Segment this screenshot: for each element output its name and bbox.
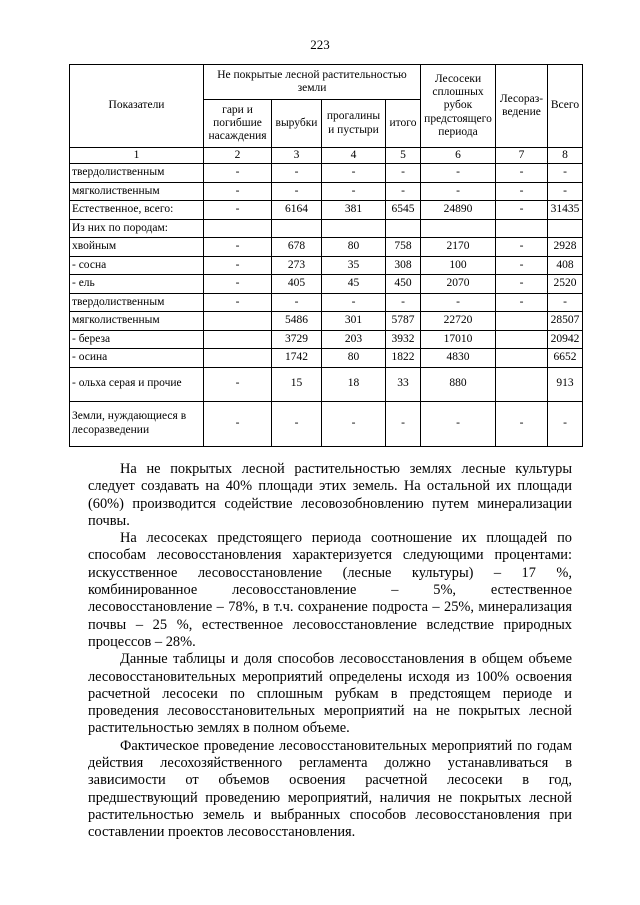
table-cell: 381 xyxy=(322,201,386,220)
table-cell: - xyxy=(421,182,496,201)
table-cell: - xyxy=(421,293,496,312)
row-label: - ель xyxy=(70,275,204,294)
header-total: итого xyxy=(386,100,421,148)
table-row xyxy=(70,238,583,257)
header-reforestation: Лесораз-ведение xyxy=(496,65,548,148)
table-cell xyxy=(496,312,548,331)
table-cell: 22720 xyxy=(421,312,496,331)
header-cutting-areas: Лесосеки сплошных рубок предстоящего периода xyxy=(421,65,496,148)
table-cell: 6164 xyxy=(272,201,322,220)
table-cell: - xyxy=(204,293,272,312)
table-cell: - xyxy=(548,401,583,446)
table-cell: 24890 xyxy=(421,201,496,220)
page-number: 223 xyxy=(310,37,330,52)
table-cell: 408 xyxy=(548,256,583,275)
table-row xyxy=(70,164,583,183)
table-cell: 80 xyxy=(322,349,386,368)
table-cell: - xyxy=(204,164,272,183)
header-glades: прогалины и пустыри xyxy=(322,100,386,148)
table-row xyxy=(70,330,583,349)
table-cell: - xyxy=(204,201,272,220)
table-cell: 5486 xyxy=(272,312,322,331)
table-cell: 33 xyxy=(386,367,421,401)
table-cell: - xyxy=(496,164,548,183)
header-grand-total: Всего xyxy=(548,65,583,148)
table-cell: - xyxy=(496,401,548,446)
table-cell xyxy=(204,349,272,368)
table-cell: 6545 xyxy=(386,201,421,220)
table-cell: 273 xyxy=(272,256,322,275)
table-cell: 45 xyxy=(322,275,386,294)
table-cell xyxy=(548,219,583,238)
table-row xyxy=(70,293,583,312)
table-cell: 100 xyxy=(421,256,496,275)
table-cell: - xyxy=(322,182,386,201)
row-label: твердолиственным xyxy=(70,293,204,312)
table-cell: - xyxy=(386,401,421,446)
table-cell: 203 xyxy=(322,330,386,349)
column-number: 3 xyxy=(272,148,322,164)
table-cell: 301 xyxy=(322,312,386,331)
table-cell: 17010 xyxy=(421,330,496,349)
table-cell: 31435 xyxy=(548,201,583,220)
table-cell: - xyxy=(272,401,322,446)
table-cell: 35 xyxy=(322,256,386,275)
table-row xyxy=(70,201,583,220)
paragraph: На не покрытых лесной растительностью землях лесные культуры следует создавать на 40% площади этих земель. На остальной их площади (60%) производится содействие лесовозобновлению путем минерализации почвы. xyxy=(88,461,572,529)
column-number: 8 xyxy=(548,148,583,164)
header-indicators: Показатели xyxy=(70,65,204,148)
table-cell xyxy=(421,219,496,238)
column-number-row xyxy=(70,148,583,164)
table-cell: - xyxy=(496,182,548,201)
table-cell: 5787 xyxy=(386,312,421,331)
table-cell: 2170 xyxy=(421,238,496,257)
table-cell: - xyxy=(421,401,496,446)
table-cell: 1822 xyxy=(386,349,421,368)
table-cell: 80 xyxy=(322,238,386,257)
table-cell: 308 xyxy=(386,256,421,275)
table-cell: - xyxy=(496,238,548,257)
table-cell: - xyxy=(204,256,272,275)
table-cell xyxy=(386,219,421,238)
row-label: Из них по породам: xyxy=(70,219,204,238)
row-label: мягколиственным xyxy=(70,312,204,331)
paragraph: Данные таблицы и доля способов лесовосстановления в общем объеме лесовосстановительных мероприятий определены исходя из 100% освоения расчетной лесосеки по сплошным рубкам в предстоящем периоде и проведения лесовосстановительных мероприятий на не покрытых лесной растительностью землях в полном объеме. xyxy=(88,651,572,737)
table-cell: - xyxy=(322,401,386,446)
table-cell: - xyxy=(272,293,322,312)
column-number: 6 xyxy=(421,148,496,164)
table-cell xyxy=(204,219,272,238)
header-burned: гари и погибшие насаждения xyxy=(204,100,272,148)
table-cell: - xyxy=(496,201,548,220)
table-row xyxy=(70,401,583,446)
table-cell xyxy=(496,330,548,349)
table-row xyxy=(70,367,583,401)
table-cell: 2928 xyxy=(548,238,583,257)
table-cell: - xyxy=(322,164,386,183)
table-row xyxy=(70,349,583,368)
table-cell: - xyxy=(204,275,272,294)
column-number: 1 xyxy=(70,148,204,164)
table-row xyxy=(70,312,583,331)
table-cell: - xyxy=(386,182,421,201)
row-label: хвойным xyxy=(70,238,204,257)
table-cell: - xyxy=(204,401,272,446)
table-cell: 880 xyxy=(421,367,496,401)
reforestation-table xyxy=(69,64,583,447)
table-cell: - xyxy=(386,164,421,183)
column-number: 2 xyxy=(204,148,272,164)
table-cell: 2070 xyxy=(421,275,496,294)
table-cell: - xyxy=(204,367,272,401)
row-label: Естественное, всего: xyxy=(70,201,204,220)
column-number: 4 xyxy=(322,148,386,164)
table-cell: 28507 xyxy=(548,312,583,331)
table-cell: - xyxy=(272,182,322,201)
table-cell: - xyxy=(204,182,272,201)
table-row xyxy=(70,256,583,275)
row-label: - осина xyxy=(70,349,204,368)
row-label: - ольха серая и прочие xyxy=(70,367,204,401)
table-cell: 3729 xyxy=(272,330,322,349)
table-cell: - xyxy=(272,164,322,183)
table-cell: - xyxy=(322,293,386,312)
table-cell: 4830 xyxy=(421,349,496,368)
table-cell: 913 xyxy=(548,367,583,401)
table-cell: 6652 xyxy=(548,349,583,368)
header-clearings: вырубки xyxy=(272,100,322,148)
paragraph: На лесосеках предстоящего периода соотношение их площадей по способам лесовосстановления характеризуется следующими процентами: искусственное лесовосстановление (лесные культуры) – 17 %, комбинированное лесовосстановление – 5%, естественное лесовосстановление – 78%, в т.ч. сохранение подроста – 25%, минерализация почвы – 25 %, естественное лесовосстановление вследствие природных процессов – 28%. xyxy=(88,530,572,650)
table-cell xyxy=(204,330,272,349)
table-cell xyxy=(204,312,272,331)
table-cell xyxy=(496,367,548,401)
table-row xyxy=(70,219,583,238)
table-cell: - xyxy=(421,164,496,183)
table-cell xyxy=(496,349,548,368)
column-number: 7 xyxy=(496,148,548,164)
row-label: мягколиственным xyxy=(70,182,204,201)
table-cell: 15 xyxy=(272,367,322,401)
table-cell: - xyxy=(548,293,583,312)
table-cell: - xyxy=(386,293,421,312)
table-row xyxy=(70,182,583,201)
column-number: 5 xyxy=(386,148,421,164)
table-cell: - xyxy=(548,182,583,201)
row-label: твердолиственным xyxy=(70,164,204,183)
table-cell: 18 xyxy=(322,367,386,401)
table-cell: - xyxy=(496,256,548,275)
paragraph: Фактическое проведение лесовосстановительных мероприятий по годам действия лесохозяйственного регламента должно устанавливаться в зависимости от объемов освоения расчетной лесосеки в год, предшествующий проведению мероприятий, наличия не покрытых лесной растительностью земель и выбранных способов лесовосстановления при составлении проектов лесовосстановления. xyxy=(88,737,572,841)
table-cell: 405 xyxy=(272,275,322,294)
table-cell: 758 xyxy=(386,238,421,257)
table-cell: 678 xyxy=(272,238,322,257)
table-cell: - xyxy=(204,238,272,257)
row-label: Земли, нуждающиеся в лесоразведении xyxy=(70,401,204,446)
body-text xyxy=(88,461,572,842)
row-label: - береза xyxy=(70,330,204,349)
table-cell xyxy=(496,219,548,238)
table-cell: - xyxy=(496,275,548,294)
table-cell xyxy=(272,219,322,238)
table-cell: 450 xyxy=(386,275,421,294)
table-cell: 2520 xyxy=(548,275,583,294)
table-row xyxy=(70,275,583,294)
table-cell: 1742 xyxy=(272,349,322,368)
table-cell: 3932 xyxy=(386,330,421,349)
table-cell: - xyxy=(548,164,583,183)
table-cell xyxy=(322,219,386,238)
header-not-covered: Не покрытые лесной растительностью земли xyxy=(204,65,421,100)
table-cell: 20942 xyxy=(548,330,583,349)
table-cell: - xyxy=(496,293,548,312)
row-label: - сосна xyxy=(70,256,204,275)
